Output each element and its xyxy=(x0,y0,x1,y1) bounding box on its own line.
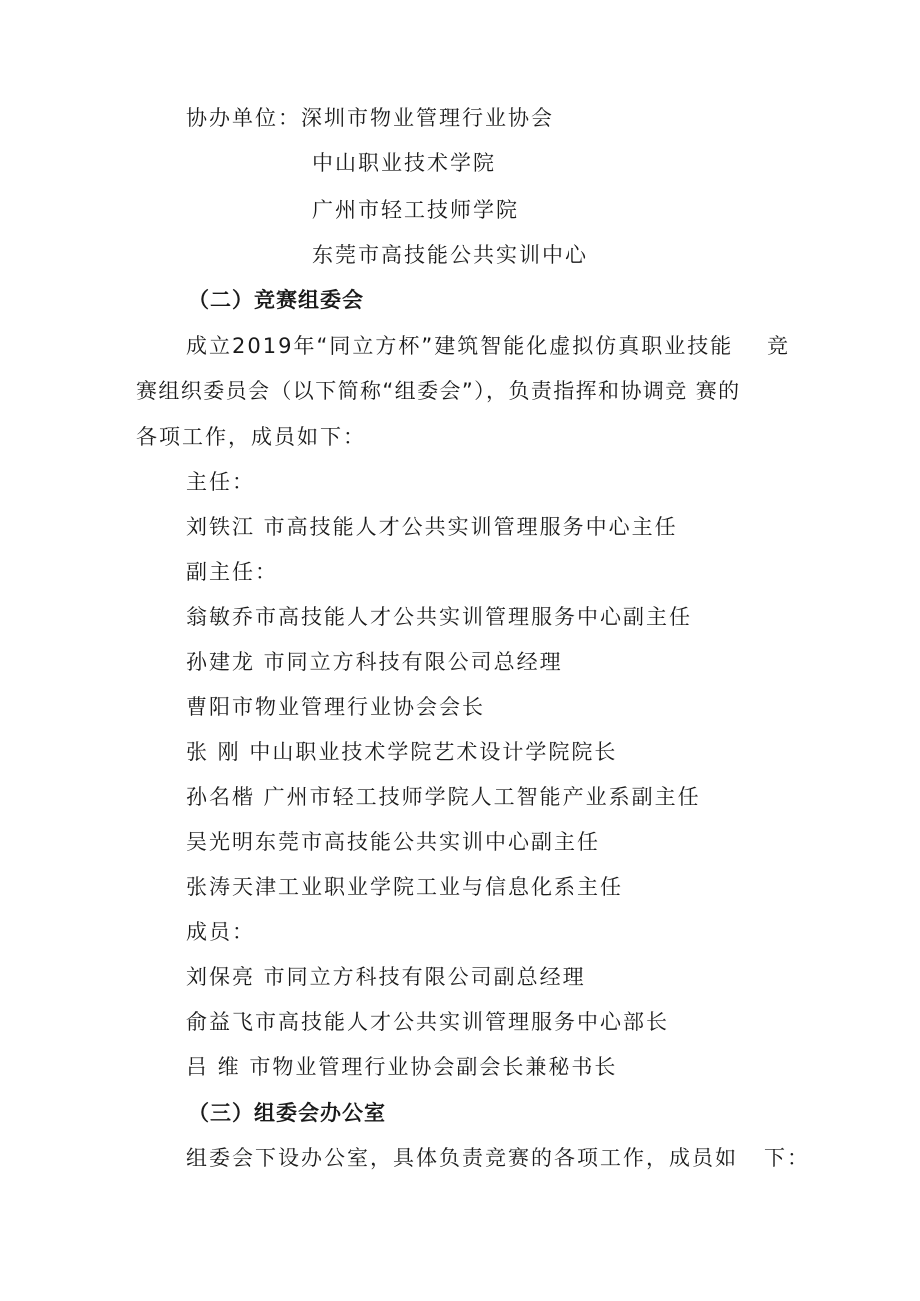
paragraph-line: 赛组织委员会（以下简称“组委会”），负责指挥和协调竞 赛的 xyxy=(136,379,741,403)
paragraph-line: 各项工作，成员如下： xyxy=(136,425,366,449)
member-entry: 吕 维 市物业管理行业协会副会长兼秘书长 xyxy=(186,1055,618,1079)
section-heading: （二）竞赛组委会 xyxy=(188,288,364,312)
section-heading: （三）组委会办公室 xyxy=(188,1101,386,1125)
deputy-entry: 翁敏乔市高技能人才公共实训管理服务中心副主任 xyxy=(186,605,692,629)
deputy-entry: 张 刚 中山职业技术学院艺术设计学院院长 xyxy=(186,740,618,764)
members-label: 成员： xyxy=(186,920,255,944)
co-organizer-item: 中山职业技术学院 xyxy=(312,151,496,175)
paragraph-line-end: 竞 xyxy=(767,334,790,358)
paragraph-line-end: 下： xyxy=(764,1146,810,1170)
director-label: 主任： xyxy=(186,470,255,494)
member-entry: 俞益飞市高技能人才公共实训管理服务中心部长 xyxy=(186,1010,669,1034)
deputy-entry: 孙名楷 广州市轻工技师学院人工智能产业系副主任 xyxy=(186,785,701,809)
paragraph-line: 组委会下设办公室，具体负责竞赛的各项工作，成员如 xyxy=(186,1146,738,1170)
paragraph-line: 成立2019年“同立方杯”建筑智能化虚拟仿真职业技能 xyxy=(186,334,734,358)
co-organizer-label-line: 协办单位：深圳市物业管理行业协会 xyxy=(186,106,554,130)
member-entry: 刘保亮 市同立方科技有限公司副总经理 xyxy=(186,965,586,989)
deputy-entry: 张涛天津工业职业学院工业与信息化系主任 xyxy=(186,875,623,899)
co-organizer-item: 东莞市高技能公共实训中心 xyxy=(312,243,588,267)
deputy-entry: 吴光明东莞市高技能公共实训中心副主任 xyxy=(186,830,600,854)
deputy-label: 副主任： xyxy=(186,560,278,584)
co-organizer-item: 广州市轻工技师学院 xyxy=(312,198,519,222)
director-entry: 刘铁江 市高技能人才公共实训管理服务中心主任 xyxy=(186,515,678,539)
deputy-entry: 孙建龙 市同立方科技有限公司总经理 xyxy=(186,650,563,674)
deputy-entry: 曹阳市物业管理行业协会会长 xyxy=(186,695,485,719)
